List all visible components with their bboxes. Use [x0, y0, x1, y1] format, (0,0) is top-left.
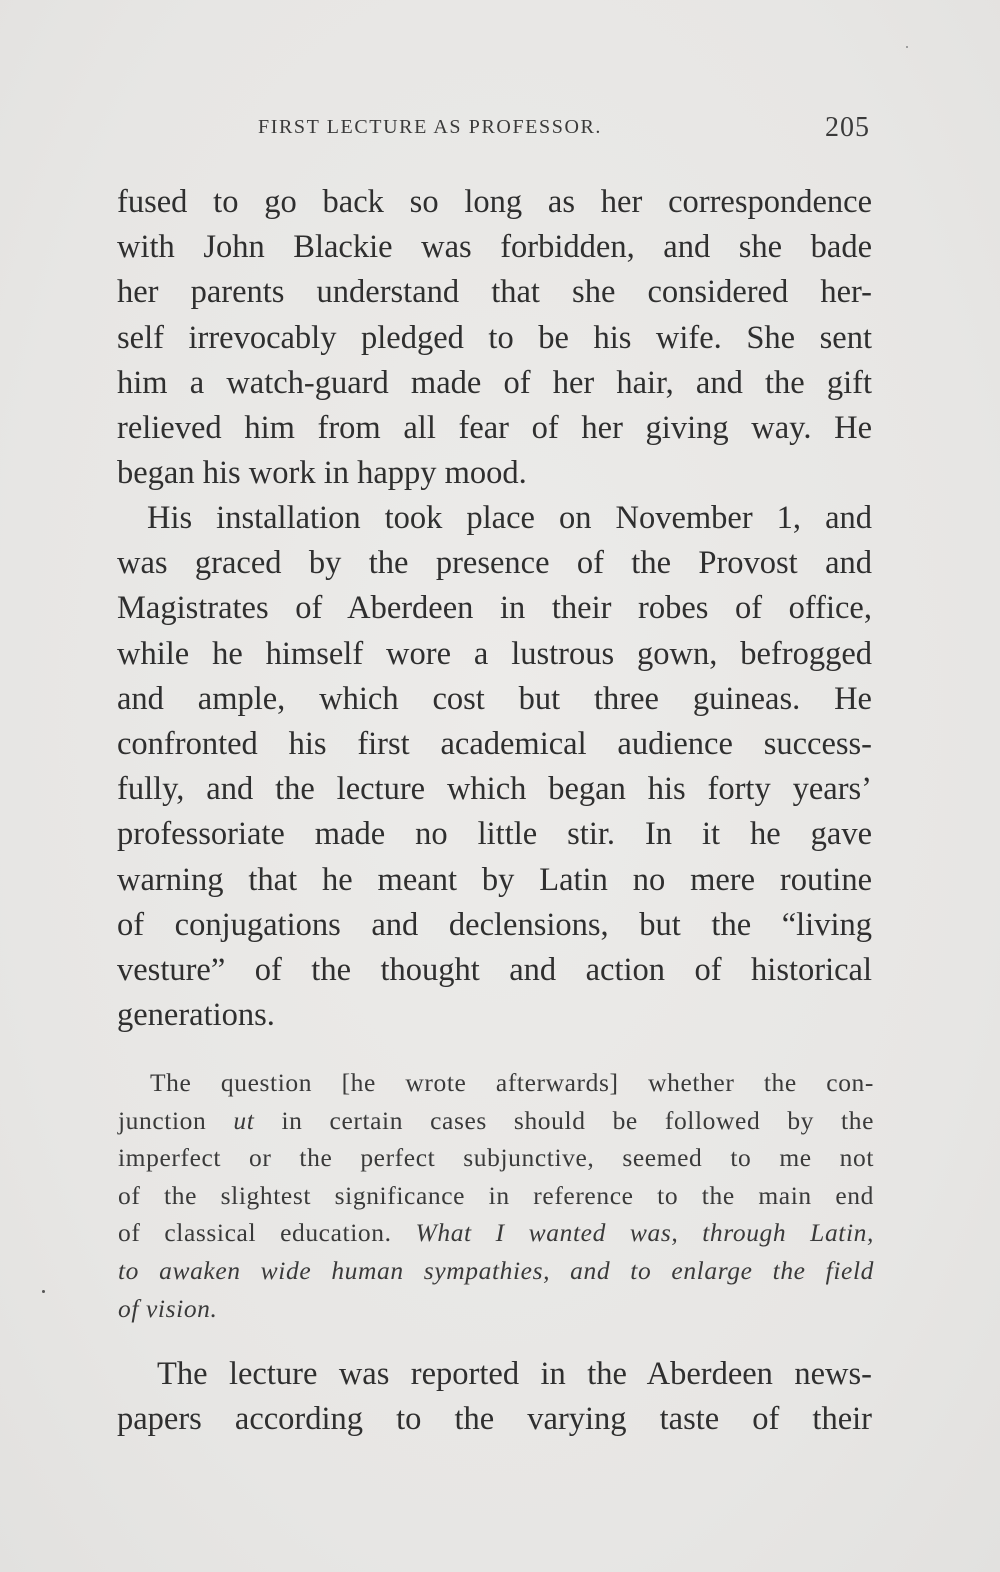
- quote-italic-text: ut: [233, 1105, 255, 1135]
- text-line: self irrevocably pledged to be his wife. She sent: [117, 319, 872, 356]
- text-line: of conjugations and declensions, but the “living: [117, 906, 872, 943]
- quote-italic-text: of vision.: [118, 1293, 218, 1323]
- text-line: confronted his first academical audience success-: [117, 726, 872, 763]
- text-line: fully, and the lecture which began his forty years’: [117, 771, 872, 808]
- quote-text: of classical education.: [118, 1218, 416, 1248]
- quote-text: junction: [118, 1105, 234, 1135]
- quote-line: imperfect or the perfect subjunctive, seemed to me not: [118, 1143, 874, 1173]
- quote-line: [118, 1214, 874, 1252]
- quote-line: [118, 1290, 874, 1328]
- text-line: fused to go back so long as her correspondence: [117, 184, 872, 220]
- quote-line: The question [he wrote afterwards] whether the con-: [150, 1068, 874, 1097]
- text-line: Magistrates of Aberdeen in their robes of office,: [117, 590, 872, 627]
- text-line: vesture” of the thought and action of historical: [117, 952, 872, 989]
- paper-speck: [42, 1290, 45, 1293]
- text-line: papers according to the varying taste of their: [117, 1401, 872, 1438]
- running-head: FIRST LECTURE AS PROFESSOR.: [258, 116, 603, 138]
- paragraph-1: [117, 180, 872, 496]
- block-quote: [118, 1064, 874, 1327]
- text-line: her parents understand that she considered her-: [117, 274, 872, 311]
- text-line: His installation took place on November 1, and: [147, 500, 872, 536]
- quote-line: of the slightest significance in reference to the main end: [118, 1180, 874, 1210]
- text-line: The lecture was reported in the Aberdeen news-: [157, 1356, 872, 1392]
- paragraph-3: [117, 1352, 872, 1442]
- paper-speck: [906, 46, 908, 48]
- quote-italic-text: What I wanted was, through Latin,: [415, 1218, 875, 1248]
- text-line: and ample, which cost but three guineas. He: [117, 680, 872, 717]
- text-line: him a watch-guard made of her hair, and the gift: [117, 364, 872, 401]
- text-line: was graced by the presence of the Provost and: [117, 545, 872, 582]
- text-line: began his work in happy mood.: [117, 455, 527, 492]
- quote-text: in certain cases should be followed by the: [254, 1105, 874, 1135]
- page-header: [258, 112, 870, 148]
- quote-line: [118, 1102, 874, 1140]
- quote-italic-text: to awaken wide human sympathies, and to enlarge the field: [118, 1255, 874, 1285]
- text-line: generations.: [117, 997, 275, 1034]
- text-line: warning that he meant by Latin no mere routine: [117, 861, 872, 898]
- quote-line: [118, 1252, 874, 1290]
- text-line: while he himself wore a lustrous gown, befrogged: [117, 635, 872, 672]
- text-line: professoriate made no little stir. In it he gave: [117, 816, 872, 853]
- text-line: relieved him from all fear of her giving way. He: [117, 410, 872, 447]
- page-number: 205: [825, 112, 870, 143]
- paragraph-2: [117, 496, 872, 1038]
- text-line: with John Blackie was forbidden, and she bade: [117, 229, 872, 266]
